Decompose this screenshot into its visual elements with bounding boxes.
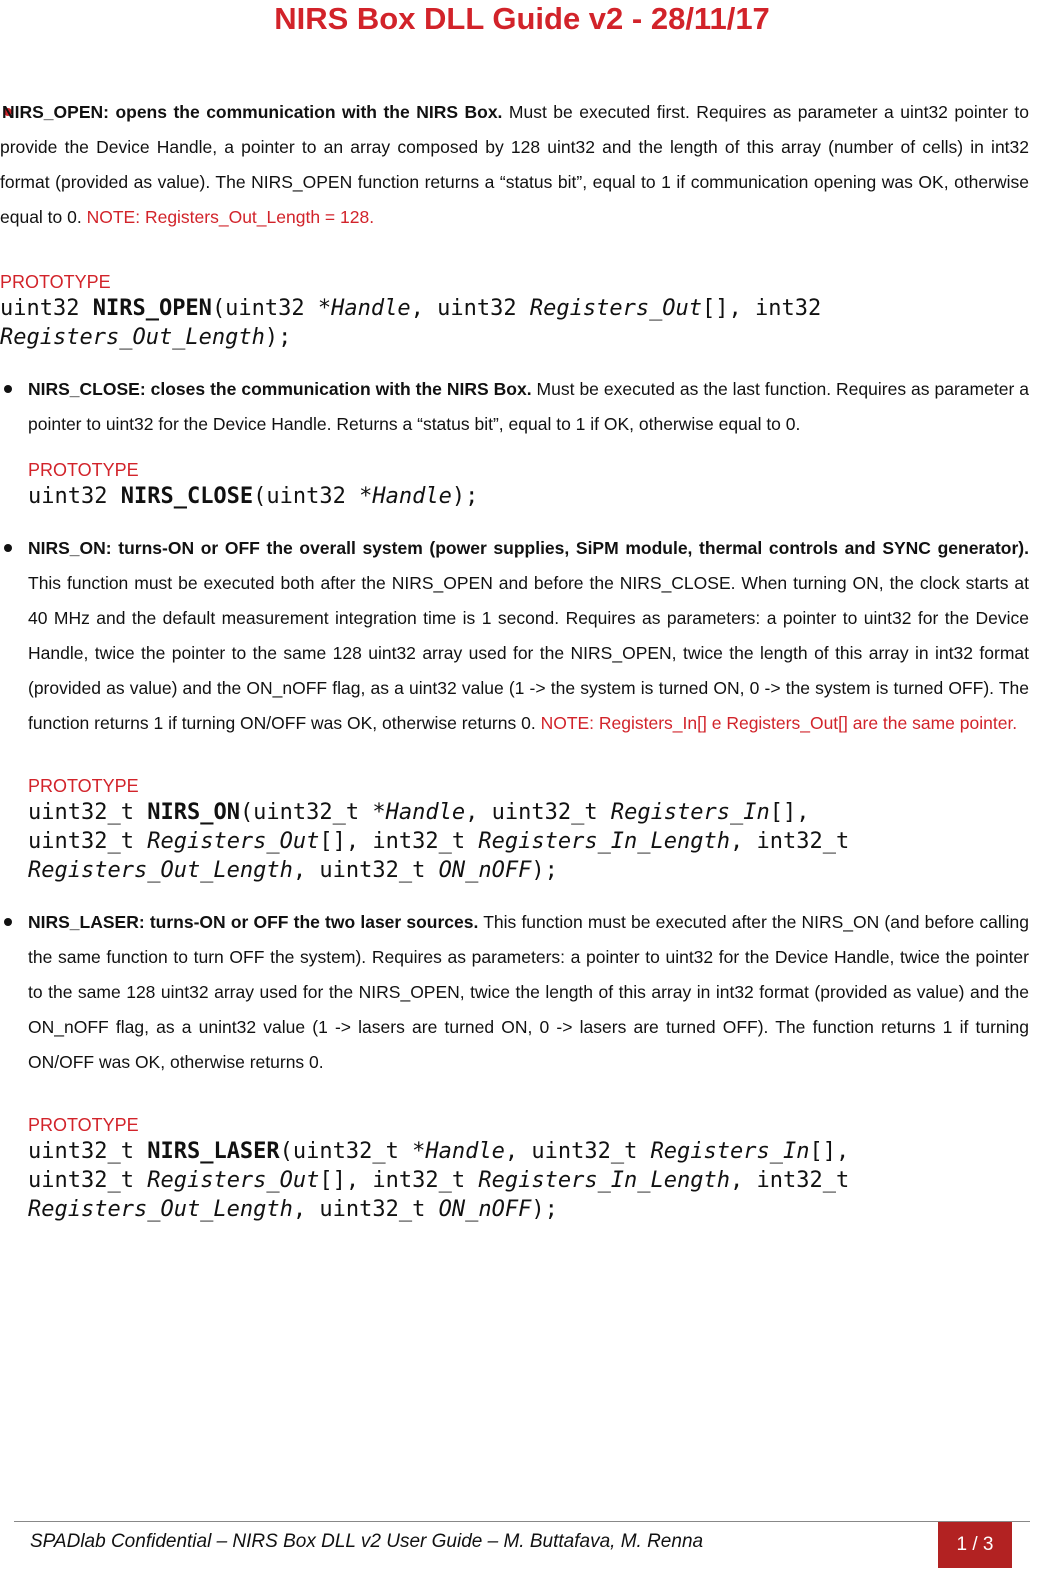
section-nirs-close (0, 372, 1029, 511)
footer-text: SPADlab Confidential – NIRS Box DLL v2 User Guide – M. Buttafava, M. Renna (30, 1531, 704, 1552)
bullet-icon (4, 544, 12, 552)
nirs-close-description (28, 372, 1029, 442)
prototype-label: PROTOTYPE (28, 776, 139, 796)
document-title: NIRS Box DLL Guide v2 - 28/11/17 (274, 1, 770, 36)
nirs-close-text: Must be executed as the last function. Requires as parameter a pointer to uint32 for the Device Handle. Returns a “status bit”, equal to 1 if OK, otherwise equal to 0. (28, 379, 1029, 434)
bullet-icon (4, 385, 12, 393)
nirs-open-prototype: uint32 NIRS_OPEN(uint32 *Handle, uint32 Registers_Out[], int32 Registers_Out_Length); (0, 296, 822, 350)
nirs-close-heading: NIRS_CLOSE: closes the communication with the NIRS Box. (28, 379, 532, 399)
bullet-icon (4, 918, 12, 926)
prototype-label: PROTOTYPE (28, 460, 139, 480)
nirs-laser-heading: NIRS_LASER: turns-ON or OFF the two laser sources. (28, 912, 479, 932)
nirs-on-text: This function must be executed both after the NIRS_OPEN and before the NIRS_CLOSE. When turning ON, the clock starts at 40 MHz and the default measurement integration time is 1 second. Requires as parameters: a pointer to uint32 for the Device Handle, twice the pointer to the same 128 uint32 array used for the NIRS_OPEN, twice the length of this array in int32 format (provided as value) and the ON_nOFF flag, as a uint32 value (1 -> the system is turned ON, 0 -> the system is turned OFF). The function returns 1 if turning ON/OFF was OK, otherwise returns 0. (28, 573, 1029, 733)
nirs-on-description (28, 531, 1029, 741)
nirs-laser-description (28, 905, 1029, 1080)
section-nirs-open (0, 95, 1029, 352)
nirs-on-heading: NIRS_ON: turns-ON or OFF the overall system (power supplies, SiPM module, thermal controls and SYNC generator). (28, 538, 1029, 558)
prototype-label: PROTOTYPE (0, 272, 111, 292)
nirs-open-description (0, 95, 1029, 235)
nirs-open-note: NOTE: Registers_Out_Length = 128. (86, 207, 375, 227)
nirs-open-heading: NIRS_OPEN: opens the communication with the NIRS Box. (2, 102, 503, 122)
page-number-badge: 1 / 3 (938, 1522, 1012, 1568)
nirs-close-prototype: uint32 NIRS_CLOSE(uint32 *Handle); (28, 484, 479, 509)
nirs-on-prototype: uint32_t NIRS_ON(uint32_t *Handle, uint32_t Registers_In[], uint32_t Registers_Out[], int32_t Registers_In_Length, int32_t Registers_Out_Length, uint32_t ON_nOFF); (28, 800, 850, 883)
footer-divider (14, 1521, 1030, 1522)
nirs-laser-prototype: uint32_t NIRS_LASER(uint32_t *Handle, uint32_t Registers_In[], uint32_t Registers_Out[], int32_t Registers_In_Length, int32_t Registers_Out_Length, uint32_t ON_nOFF); (28, 1139, 850, 1222)
document-body (0, 95, 1029, 1224)
prototype-label: PROTOTYPE (28, 1115, 139, 1135)
nirs-laser-text: This function must be executed after the NIRS_ON (and before calling the same function to turn OFF the system). Requires as parameters: a pointer to uint32 for the Device Handle, twice the pointer to the same 128 uint32 array used for the NIRS_OPEN, twice the length of this array in int32 format (provided as value) and the ON_nOFF flag, as a unint32 value (1 -> lasers are turned ON, 0 -> lasers are turned OFF). The function returns 1 if turning ON/OFF was OK, otherwise returns 0. (28, 912, 1029, 1072)
nirs-on-note: NOTE: Registers_In[] e Registers_Out[] are the same pointer. (540, 713, 1018, 733)
nirs-open-text: Must be executed first. Requires as parameter a uint32 pointer to provide the Device Handle, a pointer to an array composed by 128 uint32 and the length of this array (number of cells) in int32 format (provided as value). The NIRS_OPEN function returns a “status bit”, equal to 1 if communication opening was OK, otherwise equal to 0. (0, 102, 1029, 227)
section-nirs-laser (0, 905, 1029, 1224)
section-nirs-on (0, 531, 1029, 885)
